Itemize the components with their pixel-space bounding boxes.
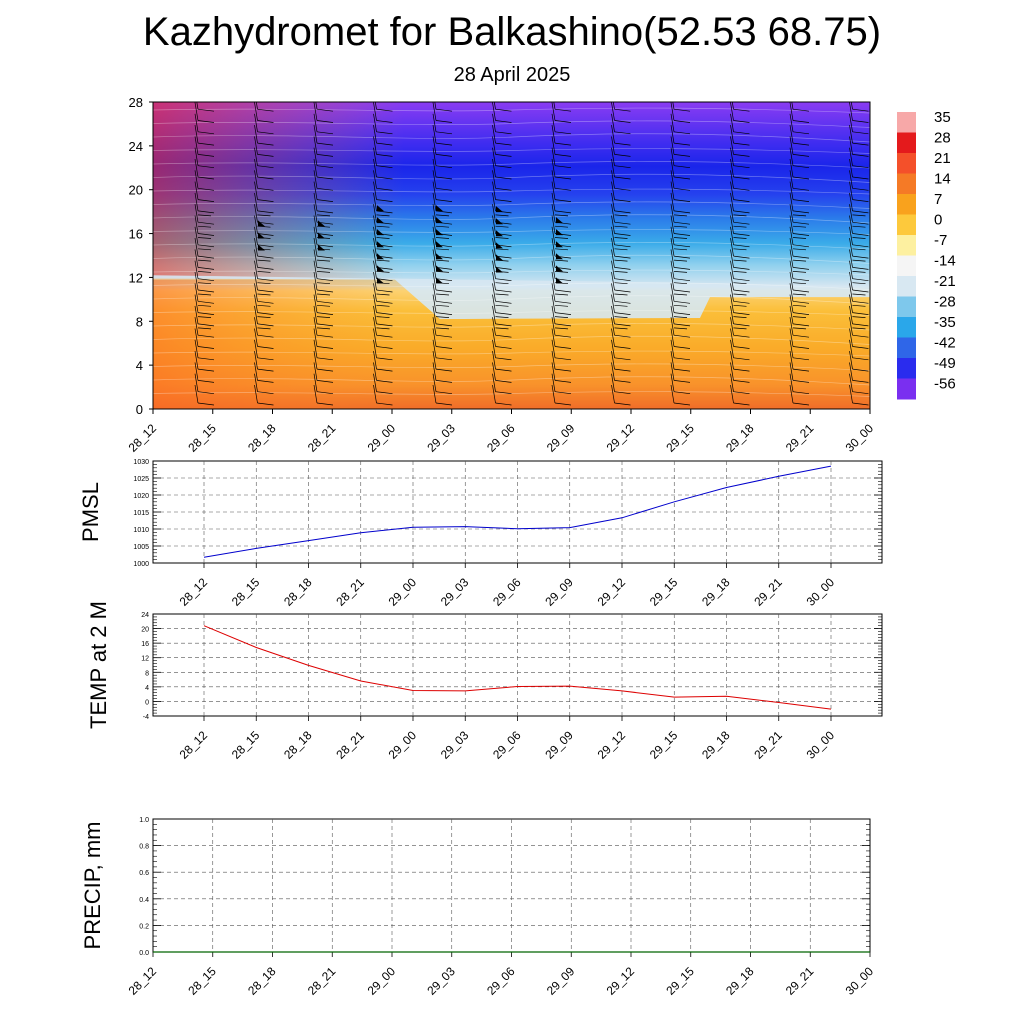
x-tick-label: 29_21 [751, 728, 785, 762]
x-tick-label: 28_18 [281, 575, 315, 609]
colorbar-label: 21 [934, 150, 951, 167]
y-tick-label: 24 [128, 138, 143, 154]
x-tick-label: 29_06 [490, 575, 524, 609]
y-tick-label: 0.4 [139, 896, 149, 904]
x-tick-label: 29_03 [424, 421, 458, 455]
x-tick-label: 29_12 [603, 964, 638, 998]
wind-barb [909, 91, 912, 109]
colorbar-label: -42 [934, 334, 956, 352]
colorbar-swatch [897, 297, 916, 318]
x-tick-label: 29_00 [385, 575, 420, 609]
colorbar-swatch [897, 276, 916, 297]
colorbar-label: 28 [934, 129, 951, 147]
colorbar-swatch [897, 153, 916, 174]
x-tick-label: 29_12 [594, 728, 629, 762]
x-tick-label: 28_21 [304, 421, 339, 455]
x-tick-label: 28_21 [333, 575, 367, 609]
x-tick-label: 28_15 [185, 421, 219, 455]
y-axis-label: PMSL [78, 482, 103, 542]
y-tick-label: 12 [141, 655, 149, 663]
x-tick-label: 28_15 [185, 964, 219, 998]
x-tick-label: 29_21 [782, 421, 817, 455]
x-tick-label: 29_03 [424, 964, 458, 998]
y-tick-label: 4 [135, 358, 143, 374]
colorbar-label: -49 [934, 355, 956, 372]
colorbar-label: 7 [934, 191, 943, 208]
cross-section-chart [126, 91, 928, 455]
x-tick-label: 28_15 [228, 575, 263, 609]
y-tick-label: 20 [128, 182, 143, 198]
y-tick-label: 1025 [133, 476, 149, 483]
y-tick-label: 1.0 [139, 817, 149, 824]
x-tick-label: 29_03 [437, 575, 472, 609]
y-tick-label: 16 [141, 641, 149, 649]
x-tick-label: 29_06 [484, 421, 518, 455]
colorbar-label: 14 [934, 170, 951, 188]
x-tick-label: 29_09 [542, 575, 576, 609]
pmsl-chart [78, 459, 882, 609]
x-tick-label: 29_09 [542, 728, 576, 762]
precip-chart [80, 817, 876, 998]
y-tick-label: 20 [141, 626, 149, 634]
x-tick-label: 29_18 [723, 421, 757, 455]
colorbar-label: -14 [934, 252, 956, 270]
colorbar-swatch [897, 235, 916, 256]
x-tick-label: 28_18 [245, 964, 279, 998]
x-tick-label: 29_12 [603, 421, 638, 455]
y-tick-label: 1020 [133, 493, 149, 500]
colorbar-label: 0 [934, 211, 943, 229]
x-tick-label: 29_06 [490, 728, 524, 762]
x-tick-label: 29_21 [782, 964, 817, 998]
x-tick-label: 28_12 [176, 575, 211, 609]
y-tick-label: 8 [135, 314, 143, 330]
y-tick-label: 0.2 [139, 923, 149, 931]
x-tick-label: 30_00 [803, 728, 838, 762]
y-tick-label: 0.8 [139, 843, 149, 851]
temp-2m-chart [86, 601, 882, 762]
y-tick-label: 8 [145, 670, 149, 678]
wind-barb [912, 403, 928, 405]
x-tick-label: 28_12 [176, 728, 211, 762]
y-tick-label: 1015 [133, 510, 149, 517]
y-tick-label: 0.0 [139, 950, 149, 957]
x-tick-label: 28_15 [228, 728, 263, 762]
x-tick-label: 29_00 [364, 964, 399, 998]
colorbar-swatch [897, 338, 916, 359]
cross-section-field [153, 91, 928, 409]
x-tick-label: 29_15 [646, 728, 681, 762]
wind-barb [912, 109, 928, 111]
y-tick-label: 16 [128, 226, 143, 242]
x-tick-label: 29_03 [437, 728, 472, 762]
colorbar-swatch [897, 317, 916, 338]
colorbar-swatch [897, 194, 916, 215]
x-tick-label: 29_00 [364, 421, 399, 455]
x-tick-label: 29_18 [723, 964, 757, 998]
y-tick-label: 28 [128, 95, 143, 110]
x-tick-label: 28_12 [125, 421, 160, 455]
y-tick-label: 1030 [133, 459, 149, 466]
colorbar-legend [897, 109, 956, 400]
colorbar-swatch [897, 379, 916, 400]
x-tick-label: 29_15 [646, 575, 681, 609]
colorbar-label: -7 [934, 232, 948, 249]
y-tick-label: 4 [145, 684, 149, 692]
y-tick-label: 1010 [133, 527, 149, 534]
y-tick-label: 1005 [133, 544, 149, 551]
colorbar-swatch [897, 358, 916, 379]
colorbar-swatch [897, 133, 916, 154]
x-tick-label: 29_18 [699, 575, 733, 609]
colorbar-label: -21 [934, 273, 956, 290]
x-tick-label: 28_21 [333, 728, 367, 762]
x-tick-label: 28_18 [281, 728, 315, 762]
x-tick-label: 29_21 [751, 575, 785, 609]
x-tick-label: 29_09 [543, 421, 578, 455]
x-tick-label: 29_15 [663, 964, 697, 998]
colorbar-label: -56 [934, 375, 956, 393]
y-tick-label: 0 [145, 699, 149, 707]
y-tick-label: -4 [142, 714, 149, 721]
y-axis-label: PRECIP, mm [80, 821, 105, 950]
page-title: Kazhydromet for Balkashino(52.53 68.75) [142, 10, 882, 54]
x-tick-label: 29_18 [699, 728, 733, 762]
x-tick-label: 28_21 [304, 964, 339, 998]
colorbar-swatch [897, 215, 916, 236]
colorbar-label: -28 [934, 293, 956, 311]
y-tick-label: 0.6 [139, 870, 149, 878]
y-tick-label: 24 [141, 612, 149, 619]
x-tick-label: 28_12 [125, 964, 160, 998]
x-tick-label: 29_06 [484, 964, 518, 998]
x-tick-label: 29_12 [594, 575, 629, 609]
x-tick-label: 30_00 [842, 421, 877, 455]
x-tick-label: 29_15 [663, 421, 697, 455]
y-tick-label: 12 [128, 270, 143, 286]
colorbar-swatch [897, 174, 916, 195]
colorbar-swatch [897, 256, 916, 277]
x-tick-label: 29_09 [543, 964, 578, 998]
y-tick-label: 0 [135, 402, 143, 417]
x-tick-label: 29_00 [385, 728, 420, 762]
x-tick-label: 30_00 [842, 964, 877, 998]
page-subtitle: 28 April 2025 [453, 64, 571, 86]
x-tick-label: 30_00 [803, 575, 838, 609]
colorbar-label: 35 [934, 109, 951, 126]
y-axis-label: TEMP at 2 M [86, 601, 111, 729]
x-tick-label: 28_18 [245, 421, 279, 455]
colorbar-label: -35 [934, 314, 956, 331]
y-tick-label: 1000 [133, 561, 149, 568]
colorbar-swatch [897, 112, 916, 133]
